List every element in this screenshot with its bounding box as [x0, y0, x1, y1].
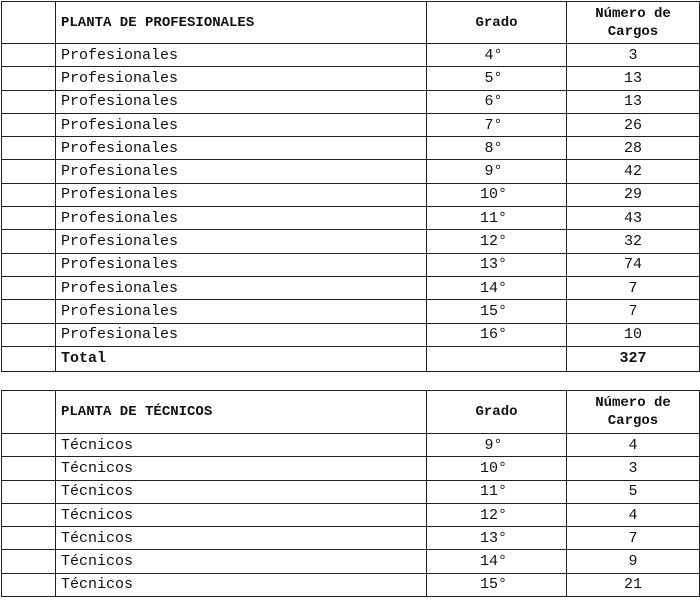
- blank-cell: [2, 207, 56, 230]
- blank-cell: [2, 300, 56, 323]
- row-grado: 16°: [427, 323, 567, 346]
- row-grado: 14°: [427, 276, 567, 299]
- table-row: [2, 183, 700, 206]
- row-cargos: 43: [567, 207, 700, 230]
- row-label: Profesionales: [56, 44, 427, 67]
- blank-cell: [2, 137, 56, 160]
- table-row: [2, 434, 700, 457]
- table-row: [2, 113, 700, 136]
- row-label: Profesionales: [56, 253, 427, 276]
- table-row: [2, 300, 700, 323]
- row-label: Técnicos: [56, 573, 427, 596]
- table-row: [2, 276, 700, 299]
- blank-cell: [2, 434, 56, 457]
- tecnicos-table: [1, 390, 700, 597]
- total-row: [2, 346, 700, 371]
- row-label: Técnicos: [56, 503, 427, 526]
- total-cargos: 327: [567, 346, 700, 371]
- row-label: Profesionales: [56, 323, 427, 346]
- row-label: Profesionales: [56, 300, 427, 323]
- row-label: Profesionales: [56, 113, 427, 136]
- row-grado: 5°: [427, 67, 567, 90]
- table-header-row: [2, 2, 700, 44]
- table-row: [2, 323, 700, 346]
- table-row: [2, 480, 700, 503]
- row-label: Técnicos: [56, 457, 427, 480]
- row-grado: 12°: [427, 230, 567, 253]
- table-row: [2, 527, 700, 550]
- blank-cell: [2, 550, 56, 573]
- table-row: [2, 137, 700, 160]
- blank-cell: [2, 573, 56, 596]
- row-cargos: 42: [567, 160, 700, 183]
- blank-cell: [2, 276, 56, 299]
- row-cargos: 3: [567, 44, 700, 67]
- blank-cell: [2, 113, 56, 136]
- blank-cell: [2, 457, 56, 480]
- table-row: [2, 253, 700, 276]
- table-row: [2, 573, 700, 596]
- blank-cell: [2, 323, 56, 346]
- row-cargos: 4: [567, 434, 700, 457]
- table-row: [2, 503, 700, 526]
- row-grado: 4°: [427, 44, 567, 67]
- row-grado: 13°: [427, 527, 567, 550]
- row-label: Profesionales: [56, 160, 427, 183]
- row-cargos: 7: [567, 527, 700, 550]
- row-label: Técnicos: [56, 550, 427, 573]
- numero-header-line1: Número de: [595, 5, 671, 22]
- row-grado: 7°: [427, 113, 567, 136]
- numero-header-line1: Número de: [595, 395, 671, 411]
- blank-cell: [2, 480, 56, 503]
- row-label: Técnicos: [56, 480, 427, 503]
- blank-cell: [2, 527, 56, 550]
- blank-cell: [2, 346, 56, 371]
- row-cargos: 5: [567, 480, 700, 503]
- row-grado: 15°: [427, 573, 567, 596]
- blank-cell: [2, 2, 56, 44]
- row-cargos: 7: [567, 300, 700, 323]
- table-row: [2, 207, 700, 230]
- table-row: [2, 90, 700, 113]
- total-grado: [427, 346, 567, 371]
- blank-cell: [2, 230, 56, 253]
- table-title: PLANTA DE PROFESIONALES: [56, 2, 427, 44]
- grado-header: Grado: [427, 2, 567, 44]
- row-grado: 11°: [427, 207, 567, 230]
- table-row: [2, 550, 700, 573]
- row-label: Técnicos: [56, 434, 427, 457]
- table-row: [2, 67, 700, 90]
- blank-cell: [2, 44, 56, 67]
- row-cargos: 4: [567, 503, 700, 526]
- row-cargos: 21: [567, 573, 700, 596]
- row-label: Profesionales: [56, 90, 427, 113]
- blank-cell: [2, 67, 56, 90]
- row-grado: 12°: [427, 503, 567, 526]
- row-grado: 14°: [427, 550, 567, 573]
- numero-header-line2: Cargos: [607, 413, 659, 429]
- row-cargos: 9: [567, 550, 700, 573]
- row-label: Técnicos: [56, 527, 427, 550]
- row-label: Profesionales: [56, 183, 427, 206]
- total-label: Total: [56, 346, 427, 371]
- row-label: Profesionales: [56, 276, 427, 299]
- row-cargos: 32: [567, 230, 700, 253]
- blank-cell: [2, 183, 56, 206]
- row-cargos: 13: [567, 90, 700, 113]
- row-cargos: 13: [567, 67, 700, 90]
- blank-cell: [2, 391, 56, 434]
- table-title: PLANTA DE TÉCNICOS: [56, 391, 427, 434]
- row-grado: 13°: [427, 253, 567, 276]
- row-cargos: 74: [567, 253, 700, 276]
- profesionales-table: [1, 1, 700, 372]
- table-header-row: [2, 391, 700, 434]
- row-label: Profesionales: [56, 137, 427, 160]
- blank-cell: [2, 90, 56, 113]
- row-grado: 11°: [427, 480, 567, 503]
- table-row: [2, 457, 700, 480]
- numero-cargos-header: [567, 2, 700, 44]
- row-cargos: 28: [567, 137, 700, 160]
- row-label: Profesionales: [56, 207, 427, 230]
- table-row: [2, 160, 700, 183]
- row-label: Profesionales: [56, 230, 427, 253]
- row-grado: 9°: [427, 434, 567, 457]
- row-label: Profesionales: [56, 67, 427, 90]
- blank-cell: [2, 160, 56, 183]
- row-grado: 10°: [427, 457, 567, 480]
- numero-cargos-header: [567, 391, 700, 434]
- row-cargos: 26: [567, 113, 700, 136]
- row-cargos: 10: [567, 323, 700, 346]
- row-grado: 15°: [427, 300, 567, 323]
- blank-cell: [2, 253, 56, 276]
- row-cargos: 3: [567, 457, 700, 480]
- table-row: [2, 230, 700, 253]
- tecnicos-rows: [2, 434, 700, 597]
- profesionales-rows: [2, 44, 700, 347]
- grado-header: Grado: [427, 391, 567, 434]
- row-grado: 6°: [427, 90, 567, 113]
- table-row: [2, 44, 700, 67]
- row-cargos: 29: [567, 183, 700, 206]
- blank-cell: [2, 503, 56, 526]
- row-grado: 8°: [427, 137, 567, 160]
- numero-header-line2: Cargos: [607, 23, 659, 40]
- row-cargos: 7: [567, 276, 700, 299]
- row-grado: 10°: [427, 183, 567, 206]
- row-grado: 9°: [427, 160, 567, 183]
